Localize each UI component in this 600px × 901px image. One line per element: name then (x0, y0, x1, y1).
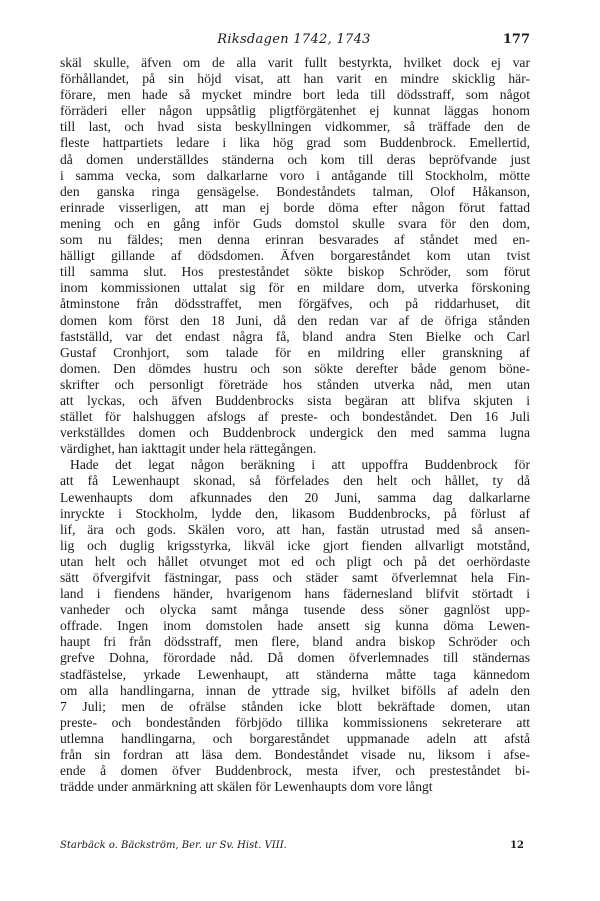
text-line: till samma slut. Hos presteståndet sökte biskop Schröder, som förut (60, 264, 530, 280)
text-line: stadfästelse, yrkade Lewenhaupt, att ständerna måtte taga kännedom (60, 666, 530, 682)
text-line: hälligt gillande af dödsdomen. Äfven borgareståndet kom utan tvist (60, 248, 530, 264)
text-line: inryckte i Stockholm, lydde den, likasom Buddenbrocks, på förlust af (60, 505, 530, 521)
text-line: att få Lewenhaupt skonad, så förfelades den helt och hållet, ty då (60, 473, 530, 489)
running-head-title: Riksdagen 1742, 1743 (217, 32, 371, 47)
text-line: stället för halshuggen afslogs af preste- och bondeståndet. Den 16 Juli (60, 409, 530, 425)
text-line: förare, men hade så mycket mindre bort leda till dödsstraff, som något (60, 87, 530, 103)
text-line: den ganska ringa gensägelse. Bondeståndets talman, Olof Håkanson, (60, 183, 530, 199)
text-line: lig och duglig krigsstyrka, likväl icke gjort fienden allvarligt motstånd, (60, 537, 530, 553)
text-line: Hade det legat någon beräkning i att uppoffra Buddenbrock för (70, 457, 530, 473)
text-line: utan helt och hållet otvunget mot ed och pligt och på det oerhördaste (60, 553, 530, 569)
page-number: 177 (502, 32, 530, 47)
text-line: skäl skulle, äfven om de alla varit fullt bestyrkta, hvilket dock ej var (60, 55, 530, 70)
page-footer (60, 840, 530, 856)
running-head (58, 32, 530, 52)
text-line: till last, och hvad sista beskyllningen vidkommer, så träffade den de (60, 119, 530, 135)
text-line: förräderi eller någon uppsåtlig pligtförgätenhet ej kunnat läggas honom (60, 103, 530, 119)
text-line: haupt fri från dödsstraff, men flere, bland andra biskop Schröder och (60, 634, 530, 650)
text-line: i samma vecka, som dalkarlarne voro i antågande till Stockholm, mötte (60, 167, 530, 183)
text-line: erinrade visserligen, att man ej borde döma efter någon förut fattad (60, 199, 530, 215)
text-line: land i fiendens händer, hvarigenom hans fädernesland blifvit störtadt i (60, 586, 530, 602)
printer-signature: 12 (510, 840, 524, 851)
text-line: som nu fäldes; men denna erinran besvarades af ståndet med en- (60, 232, 530, 248)
text-line: fastställd, var det endast några få, bland andra Sten Bielke och Carl (60, 328, 530, 344)
text-line: om alla handlingarna, innan de yttrade sig, hvilket bifölls af adeln den (60, 682, 530, 698)
text-line: domen. Den dömdes hustru och son sökte derefter både genom böne- (60, 360, 530, 376)
text-line: mening och en gång inför Guds domstol skulle svara för den dom, (60, 215, 530, 231)
text-line: fleste hattpartiets ledare i lika hög grad som Buddenbrock. Emellertid, (60, 135, 530, 151)
text-line: värdighet, han iakttagit under hela rättegången. (60, 441, 317, 457)
text-line: förhållandet, på sin höjd visat, att han varit en mindre skicklig här- (60, 71, 530, 87)
text-line: offrade. Ingen inom domstolen hade ansett sig kunna döma Lewen- (60, 618, 530, 634)
body-text (60, 55, 530, 795)
text-line: grefve Dohna, förordade nåd. Då domen öfverlemnades till ständernas (60, 650, 530, 666)
text-line: trädde under anmärkning att skälen för Lewenhaupts dom vore långt (60, 779, 433, 795)
text-line: ende å domen öfver Buddenbrock, mesta ifver, och presteståndet bi- (60, 763, 530, 779)
text-line: skrifter och personligt företräde hos stånden utverka nåd, men utan (60, 376, 530, 392)
text-line: lif, ära och gods. Skälen voro, att han, fastän utrustad med så ansen- (60, 521, 530, 537)
text-line: inom kommissionen uttalat sig för en mildare dom, utverka förskoning (60, 280, 530, 296)
text-line: från sin fordran att läsa dem. Bondeståndet visade nu, liksom i afse- (60, 747, 530, 763)
text-line: Lewenhaupts dom afkunnades den 20 Juni, samma dag dalkarlarne (60, 489, 530, 505)
text-line: att lyckas, och äfven Buddenbrocks sista begäran att blifva skjuten i (60, 392, 530, 408)
text-line: preste- och bondestånden förbjödo tillika kommissionens sekreterare att (60, 714, 530, 730)
text-line: åtminstone från dödsstraffet, men förgäfves, och på riddarhuset, dit (60, 296, 530, 312)
text-line: vanheder och olycka samt många tusende dess söner gagnlöst upp- (60, 602, 530, 618)
text-line: utlemna handlingarna, och borgareståndet uppmanade adeln att afstå (60, 730, 530, 746)
footer-source: Starbäck o. Bäckström, Ber. ur Sv. Hist. VIII. (60, 840, 287, 851)
text-line: 7 Juli; men de ofrälse stånden icke blott bekräftade domen, utan (60, 698, 530, 714)
text-line: sätt öfvergifvit fästningar, pass och städer samt öfverlemnat hela Fin- (60, 570, 530, 585)
text-line: Gustaf Cronhjort, som talade för en mildring eller granskning af (60, 344, 530, 360)
text-line: domen kom först den 18 Juni, då den redan var af de öfriga stånden (60, 312, 530, 328)
text-line: verkställdes domen och Buddenbrock undergick den med samma lugna (60, 425, 530, 441)
text-line: då domen underställdes ständerna och kom till deras bepröfvande just (60, 151, 530, 167)
